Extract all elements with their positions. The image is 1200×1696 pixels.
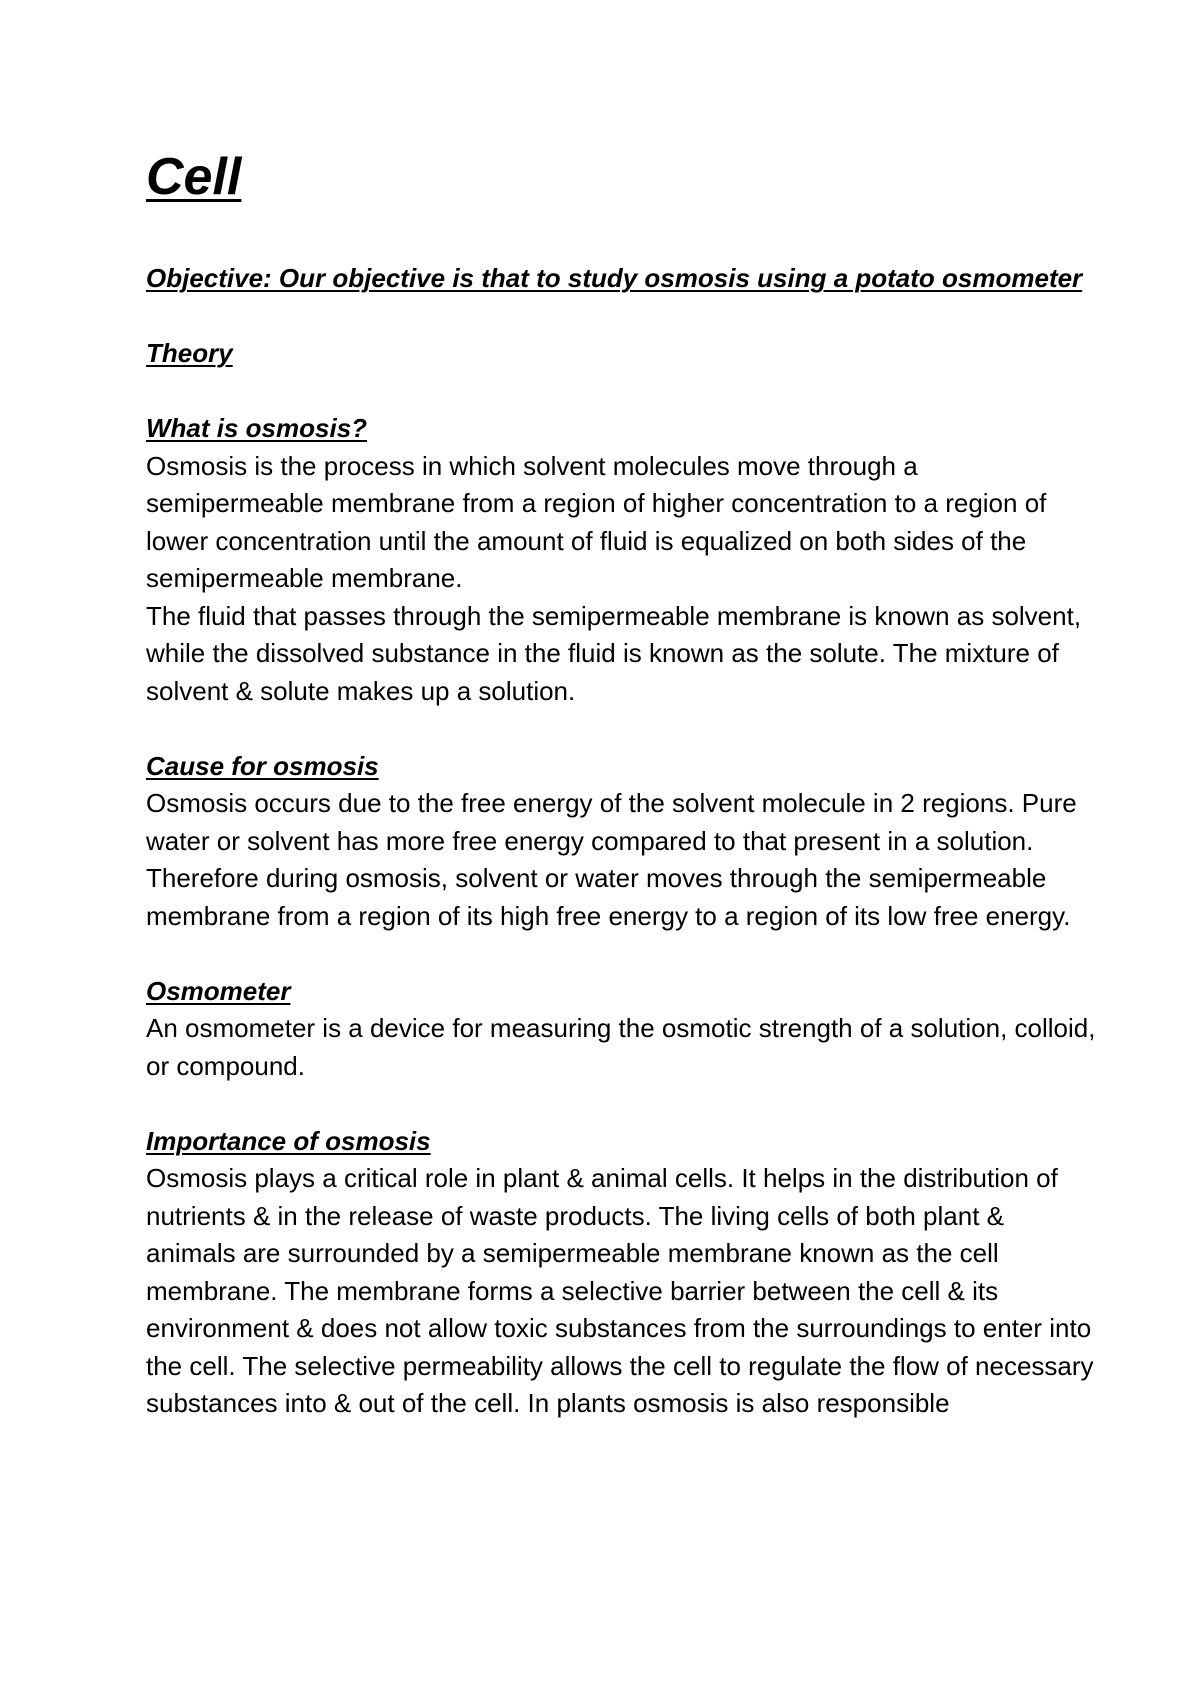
document-content [146,146,1096,1423]
section-heading-cause-for-osmosis: Cause for osmosis [146,750,379,781]
section-paragraph: Osmosis is the process in which solvent molecules move through a semipermeable membrane from a region of higher concentration to a region of lower concentration until the amount of fluid is equalized on both sides of the semipermeable membrane. [146,450,1047,593]
section-paragraph: An osmometer is a device for measuring the osmotic strength of a solution, colloid, or compound. [146,1013,1096,1081]
spacer [146,710,1096,748]
section-heading-what-is-osmosis: What is osmosis? [146,413,368,443]
spacer [146,1085,1096,1123]
spacer [146,373,1096,411]
section-paragraph: Osmosis occurs due to the free energy of the solvent molecule in 2 regions. Pure water or solvent has more free energy compared to that present in a solution. Therefore during osmosis, solvent or water moves through the semipermeable membrane from a region of its high free energy to a region of its low free energy. [146,788,1077,931]
section-paragraph: Osmosis plays a critical role in plant & animal cells. It helps in the distribution of nutrients & in the release of waste products. The living cells of both plant & animals are surrounded by a semipermeable membrane known as the cell membrane. The membrane forms a selective barrier between the cell & its environment & does not allow toxic substances from the surroundings to enter into the cell. The selective permeability allows the cell to regulate the flow of necessary substances into & out of the cell. In plants osmosis is also responsible [146,1163,1094,1418]
theory-heading: Theory [146,338,233,368]
section-heading-importance-of-osmosis: Importance of osmosis [146,1125,431,1156]
objective-heading: Objective: Our objective is that to study osmosis using a potato osmometer [146,263,1083,293]
spacer [146,935,1096,973]
document-title: Cell [146,148,242,206]
section-heading-osmometer: Osmometer [146,975,291,1006]
spacer [146,298,1096,336]
section-paragraph: The fluid that passes through the semipermeable membrane is known as solvent, while the dissolved substance in the fluid is known as the solute. The mixture of solvent & solute makes up a solution. [146,600,1082,706]
